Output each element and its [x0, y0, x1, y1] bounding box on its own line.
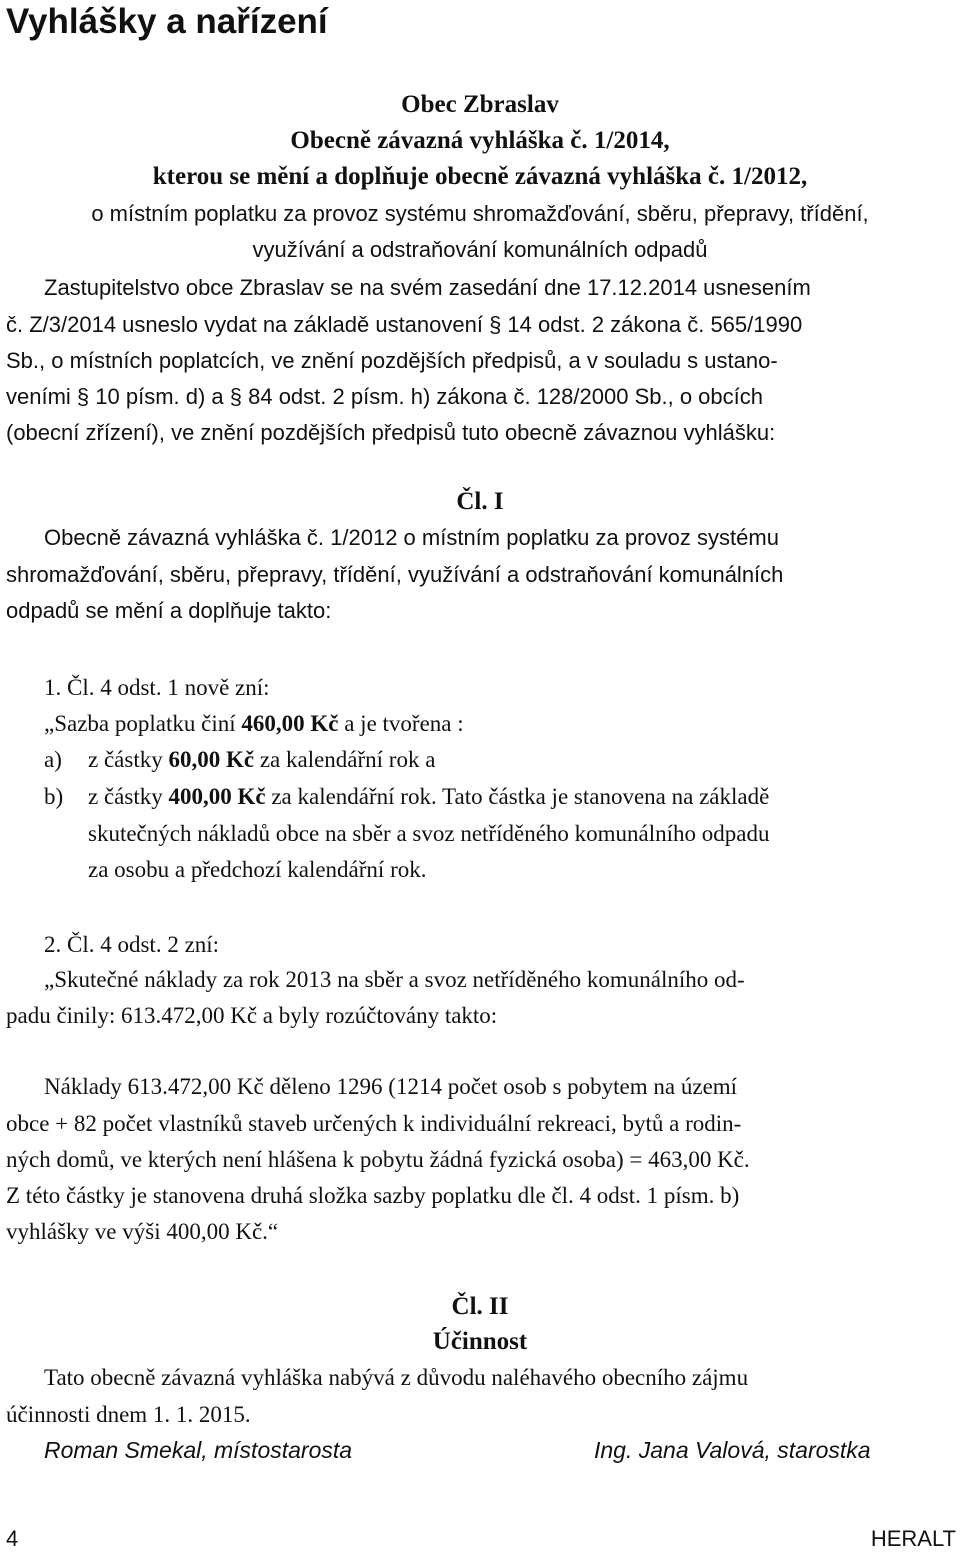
article-1-paragraph-line-2: shromažďování, sběru, přepravy, třídění, využívání a odstraňování komunálních	[6, 562, 784, 587]
article-1-heading: Čl. I	[456, 488, 504, 515]
municipality-name: Obec Zbraslav	[401, 91, 559, 118]
signature-deputy-mayor: Roman Smekal, místostarosta	[44, 1437, 353, 1463]
list-item-b-amount: 400,00 Kč	[168, 784, 266, 809]
decree-amends: kterou se mění a doplňuje obecně závazná vyhláška č. 1/2012,	[152, 163, 808, 190]
costs-line-1: „Skutečné náklady za rok 2013 na sběr a svoz netříděného komunálního od-	[44, 967, 745, 992]
decree-subject-line-1: o místním poplatku za provoz systému shromažďování, sběru, přepravy, třídění,	[91, 201, 869, 226]
rate-statement	[44, 710, 464, 738]
effectivity-line-2: účinnosti dnem 1. 1. 2015.	[6, 1402, 251, 1427]
list-item-b-marker: b)	[44, 784, 64, 809]
page-number: 4	[6, 1526, 19, 1551]
costs-line-2: padu činily: 613.472,00 Kč a byly rozúčtovány takto:	[6, 1003, 498, 1028]
intro-line-2: č. Z/3/2014 usneslo vydat na základě ustanovení § 14 odst. 2 zákona č. 565/1990	[6, 312, 803, 337]
article-2-heading: Čl. II	[451, 1293, 509, 1320]
section-title: Vyhlášky a nařízení	[6, 2, 328, 41]
rate-text-pre: „Sazba poplatku činí	[44, 711, 242, 736]
calculation-line-3: ných domů, ve kterých není hlášena k pobytu žádná fyzická osoba) = 463,00 Kč.	[6, 1147, 750, 1172]
list-item-b-line-3: za osobu a předchozí kalendářní rok.	[88, 857, 427, 882]
rate-amount: 460,00 Kč	[241, 711, 339, 736]
article-1-paragraph-line-3: odpadů se mění a doplňuje takto:	[6, 598, 332, 623]
item-1-heading: 1. Čl. 4 odst. 1 nově zní:	[44, 675, 270, 700]
effectivity-line-1: Tato obecně závazná vyhláška nabývá z důvodu naléhavého obecního zájmu	[44, 1365, 749, 1390]
list-item-b-line-2: skutečných nákladů obce na sběr a svoz netříděného komunálního odpadu	[88, 821, 770, 846]
list-item-b	[88, 783, 769, 811]
list-item-a-amount: 60,00 Kč	[168, 747, 255, 772]
calculation-line-2: obce + 82 počet vlastníků staveb určených k individuální rekreaci, bytů a rodin-	[6, 1111, 742, 1136]
list-item-a-marker: a)	[44, 747, 62, 772]
list-item-a-pre: z částky	[88, 747, 169, 772]
intro-line-1: Zastupitelstvo obce Zbraslav se na svém zasedání dne 17.12.2014 usnesením	[44, 275, 811, 300]
signature-mayor: Ing. Jana Valová, starostka	[594, 1437, 871, 1463]
decree-title: Obecně závazná vyhláška č. 1/2014,	[290, 127, 670, 154]
list-item-a	[88, 746, 435, 774]
list-item-b-pre: z částky	[88, 784, 169, 809]
rate-text-post: a je tvořena :	[338, 711, 464, 736]
calculation-line-1: Náklady 613.472,00 Kč děleno 1296 (1214 počet osob s pobytem na území	[44, 1074, 738, 1099]
list-item-b-post: za kalendářní rok. Tato částka je stanovena na základě	[265, 784, 770, 809]
article-1-paragraph-line-1: Obecně závazná vyhláška č. 1/2012 o místním poplatku za provoz systému	[44, 525, 779, 550]
intro-line-5: (obecní zřízení), ve znění pozdějších předpisů tuto obecně závaznou vyhlášku:	[6, 420, 776, 445]
article-2-title: Účinnost	[432, 1328, 528, 1355]
intro-line-4: veními § 10 písm. d) a § 84 odst. 2 písm. h) zákona č. 128/2000 Sb., o obcích	[6, 384, 763, 409]
list-item-a-post: za kalendářní rok a	[254, 747, 436, 772]
calculation-line-5: vyhlášky ve výši 400,00 Kč.“	[6, 1219, 279, 1244]
decree-subject-line-2: využívání a odstraňování komunálních odpadů	[252, 237, 708, 262]
calculation-line-4: Z této částky je stanovena druhá složka sazby poplatku dle čl. 4 odst. 1 písm. b)	[6, 1183, 740, 1208]
intro-line-3: Sb., o místních poplatcích, ve znění pozdějších předpisů, a v souladu s ustano-	[6, 348, 778, 373]
publication-name: HERALT	[870, 1526, 956, 1551]
item-2-heading: 2. Čl. 4 odst. 2 zní:	[44, 932, 220, 957]
